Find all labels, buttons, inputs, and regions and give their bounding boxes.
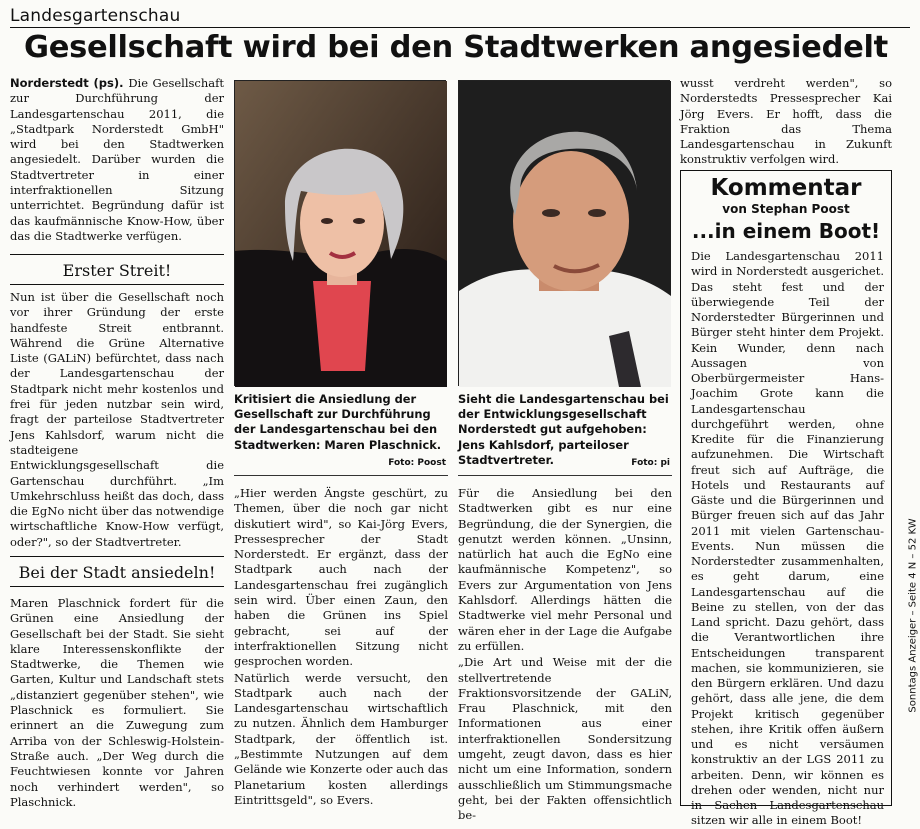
- comment-body: Die Landesgartenschau 2011 wird in Norderstedt ausgerichet. Das steht fest und der überwiegende Teil der Norderstedter Bürgerinnen und Bürger steht hinter dem Projekt. Kein Wunder, denn nach Aussagen von Oberbürgermeister Hans-Joachim Grote kann die Landesgartenschau durchgeführt werden, ohne Kredite für die Finanzierung aufzunehmen. Die Wirtschaft freut sich auf Aufträge, die Hotels und Restaurants auf Gäste und die Bürgerinnen und Bürger freuen sich auf das Jahr 2011 mit vielen Gartenschau-Events. Nun müssen die Norderstedter zusammenhalten, es geht darum, eine Landesgartenschau auf die Beine zu stellen, von der das Land spricht. Dazu gehört, dass die Verantwortlichen ihre Entscheidungen transparent machen, sie kommunizieren, sie den Bürgern erklären. Und dazu gehört, dass alle jene, die dem Projekt kritisch gegenüber stehen, ihre Kritik offen äußern und es nicht versäumen konstruktiv an der LGS 2011 zu arbeiten. Denn, wir können es drehen oder wenden, nicht nur in Sachen Landesgartenschau sitzen wir alle in einem Boot!: [691, 249, 884, 828]
- col2-paragraph: „Hier werden Ängste geschürt, zu Themen, über die noch gar nicht diskutiert wird", so Kai-Jörg Evers, Pressesprecher der Stadt Norderstedt. Er ergänzt, dass der Stadtpark auch nach der Landesgartenschau frei zugänglich sein wird. Über einen Zaun, den haben die Grünen ins Spiel gebracht, sei auf der interfraktionellen Sitzung nicht gesprochen worden.: [234, 486, 448, 669]
- col1-para3: Maren Plaschnick fordert für die Grünen eine Ansiedlung der Gesellschaft bei der Stadt. Sie sieht klare Interessenskonflikte der Stadtwerke, die Themen wie Garten, Kultur und Landschaft stets „distanziert gegenüber stehen", wie Plaschnick es formuliert. Sie erinnert an die Zuwegung zum Arriba von der Schleswig-Holstein-Straße auch. „Der Weg durch die Feuchtwiesen konnte vor Jahren noch verhindert werden", so Plaschnick.: [10, 596, 224, 809]
- subhead-erster-streit: Erster Streit!: [10, 254, 224, 285]
- subhead-bei-der-stadt: Bei der Stadt ansiedeln!: [10, 556, 224, 587]
- comment-author: von Stephan Poost: [722, 202, 850, 216]
- intro-text: Die Gesellschaft zur Durchführung der Landesgartenschau 2011, die „Stadtpark Norderstedt GmbH" wird bei den Stadtwerken angesiedelt. Darüber wurden die Stadtvertreter in einer interfraktionellen Sitzung unterrichtet. Begründung dafür ist das kaufmännische Know-How, über das die Stadtwerke verfügen.: [10, 76, 224, 243]
- portrait-woman-illustration: [235, 81, 447, 387]
- photo-plaschnick: [234, 80, 446, 386]
- portrait-man-illustration: [459, 81, 671, 387]
- credit-photo2: Foto: pi: [631, 458, 670, 468]
- headline: Gesellschaft wird bei den Stadtwerken angesiedelt: [24, 30, 888, 65]
- col2-paragraph: Natürlich werde versucht, den Stadtpark auch nach der Landesgartenschau wirtschaftlich zu nutzen. Ähnlich dem Hamburger Stadtpark, der öffentlich ist. „Bestimmte Nutzungen auf dem Gelände wie Konzerte oder auch das Planetarium kosten allerdings Eintrittsgeld", so Evers.: [234, 670, 448, 807]
- col3-paragraph: „Die Art und Weise mit der die stellvertretende Fraktionsvorsitzende der GALiN, Frau Plaschnick, mit den Informationen aus einer interfraktionellen Sondersitzung umgeht, zeugt davon, dass es hier nicht um eine Information, sondern ausschließlich um Stimmungsmache geht, bei der Fakten offensichtlich be-: [458, 655, 672, 823]
- col4-top-text: wusst verdreht werden", so Norderstedts Pressesprecher Kai Jörg Evers. Er hofft, dass die Fraktion das Thema Landesgartenschau in Zukunft konstruktiv verfolgen wird.: [680, 76, 892, 167]
- comment-box: [680, 170, 892, 828]
- col1-para2: Nun ist über die Gesellschaft noch vor ihrer Gründung der erste handfeste Streit entbrannt. Während die Grüne Alternative Liste (GALiN) befürchtet, dass nach der Landesgartenschau der Stadtpark nicht mehr kostenlos und frei für jeden nutzbar sein wird, fragt der parteilose Stadtvertreter Jens Kahlsdorf, warum nicht die stadteigene Entwicklungsgesellschaft die Gartenschau durchführt. „Im Umkehrschluss heißt das doch, dass die EgNo nicht über das notwendige wirtschaftliche Know-How verfügt, oder?", so der Stadtvertreter.: [10, 290, 224, 549]
- photo-kahlsdorf: [458, 80, 670, 386]
- caption-photo1: Kritisiert die Ansiedlung der Gesellschaft zur Durchführung der Landesgartenschau bei den Stadtwerken: Maren Plaschnick.: [234, 392, 442, 452]
- col1-intro: [10, 76, 224, 248]
- credit-photo1: Foto: Poost: [388, 458, 446, 468]
- kicker: Landesgartenschau: [10, 6, 181, 26]
- caption-photo2: Sieht die Landesgartenschau bei der Entwicklungsgesellschaft Norderstedt gut aufgehoben: Jens Kahlsdorf, parteiloser Stadtvertreter.: [458, 392, 669, 467]
- side-note: [903, 430, 919, 810]
- comment-headline: ...in einem Boot!: [691, 219, 881, 243]
- comment-title: Kommentar: [710, 175, 862, 201]
- dateline: Norderstedt (ps).: [10, 76, 129, 90]
- side-note-text: Sonntags Anzeiger – Seite 4 N – 52 KW: [907, 518, 919, 713]
- kicker-rule: [10, 27, 910, 28]
- col2-text: [234, 486, 448, 806]
- col3-text: [458, 486, 672, 823]
- divider: [458, 475, 672, 476]
- col3-paragraph: Für die Ansiedlung bei den Stadtwerken gibt es nur eine Begründung, die der Synergien, die genutzt werden können. „Unsinn, natürlich hat auch die EgNo eine kaufmännische Kompetenz", so Evers zur Argumentation von Jens Kahlsdorf. Allerdings hätten die Stadtwerke viel mehr Personal und wären eher in der Lage die Aufgabe zu erfüllen.: [458, 486, 672, 653]
- divider: [234, 475, 448, 476]
